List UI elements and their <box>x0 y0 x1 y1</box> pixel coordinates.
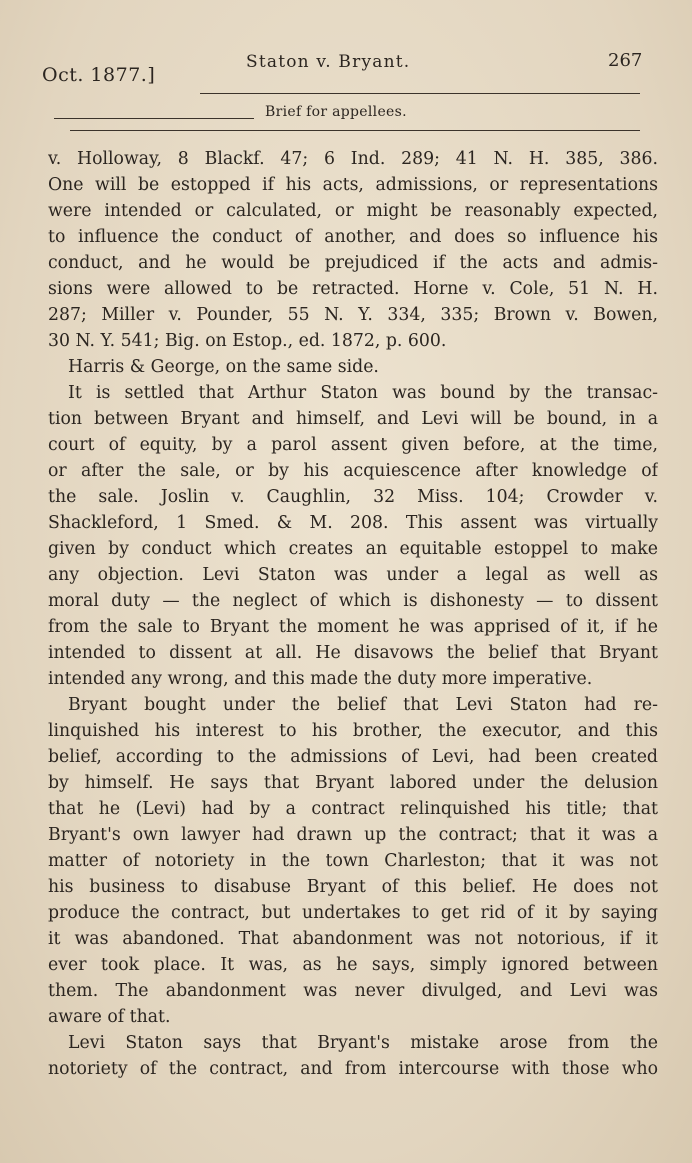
text-line: Harris & George, on the same side. <box>68 357 379 377</box>
text-line: Levi Staton says that Bryant's mistake arose from the <box>68 1033 658 1053</box>
text-line: intended to dissent at all. He disavows the belief that Bryant <box>48 643 658 663</box>
text-line: It is settled that Arthur Staton was bound by the transac- <box>68 383 658 403</box>
text-line: notoriety of the contract, and from intercourse with those who <box>48 1059 658 1079</box>
text-line: intended any wrong, and this made the duty more imperative. <box>48 669 593 689</box>
subheading-rule <box>70 130 640 131</box>
text-line: Bryant's own lawyer had drawn up the contract; that it was a <box>48 825 658 845</box>
text-line: it was abandoned. That abandonment was not notorious, if it <box>48 929 658 949</box>
text-line: sions were allowed to be retracted. Horne v. Cole, 51 N. H. <box>48 279 658 299</box>
text-line: produce the contract, but undertakes to get rid of it by saying <box>48 903 658 923</box>
text-line: by himself. He says that Bryant labored under the delusion <box>48 773 658 793</box>
text-line: belief, according to the admissions of Levi, had been created <box>48 747 658 767</box>
section-subheading: Brief for appellees. <box>265 104 407 120</box>
text-line: matter of notoriety in the town Charleston; that it was not <box>48 851 658 871</box>
running-head-title: Staton v. Bryant. <box>246 52 411 72</box>
text-line: given by conduct which creates an equitable estoppel to make <box>48 539 658 559</box>
running-head <box>0 50 692 90</box>
text-line: conduct, and he would be prejudiced if the acts and admis- <box>48 253 658 273</box>
text-line: any objection. Levi Staton was under a legal as well as <box>48 565 658 585</box>
running-head-date: Oct. 1877.] <box>42 64 156 86</box>
text-line: them. The abandonment was never divulged, and Levi was <box>48 981 658 1001</box>
text-line: his business to disabuse Bryant of this belief. He does not <box>48 877 658 897</box>
text-line: v. Holloway, 8 Blackf. 47; 6 Ind. 289; 41 N. H. 385, 386. <box>48 149 658 169</box>
subheading-rule-left <box>54 118 254 119</box>
text-line: Shackleford, 1 Smed. & M. 208. This assent was virtually <box>48 513 658 533</box>
text-line: court of equity, by a parol assent given before, at the time, <box>48 435 658 455</box>
text-line: ever took place. It was, as he says, simply ignored between <box>48 955 658 975</box>
text-line: tion between Bryant and himself, and Levi will be bound, in a <box>48 409 658 429</box>
text-line: Bryant bought under the belief that Levi Staton had re- <box>68 695 658 715</box>
text-line: aware of that. <box>48 1007 171 1027</box>
text-line: linquished his interest to his brother, the executor, and this <box>48 721 658 741</box>
text-line: or after the sale, or by his acquiescence after knowledge of <box>48 461 658 481</box>
text-line: 30 N. Y. 541; Big. on Estop., ed. 1872, p. 600. <box>48 331 447 351</box>
text-line: that he (Levi) had by a contract relinquished his title; that <box>48 799 658 819</box>
text-line: 287; Miller v. Pounder, 55 N. Y. 334, 335; Brown v. Bowen, <box>48 305 658 325</box>
text-line: were intended or calculated, or might be reasonably expected, <box>48 201 658 221</box>
header-rule <box>200 93 640 94</box>
body-text <box>48 146 658 1082</box>
text-line: the sale. Joslin v. Caughlin, 32 Miss. 104; Crowder v. <box>48 487 658 507</box>
text-line: from the sale to Bryant the moment he was apprised of it, if he <box>48 617 658 637</box>
text-line: One will be estopped if his acts, admissions, or representations <box>48 175 658 195</box>
page-number: 267 <box>608 50 643 71</box>
text-line: to influence the conduct of another, and does so influence his <box>48 227 658 247</box>
text-line: moral duty — the neglect of which is dishonesty — to dissent <box>48 591 658 611</box>
